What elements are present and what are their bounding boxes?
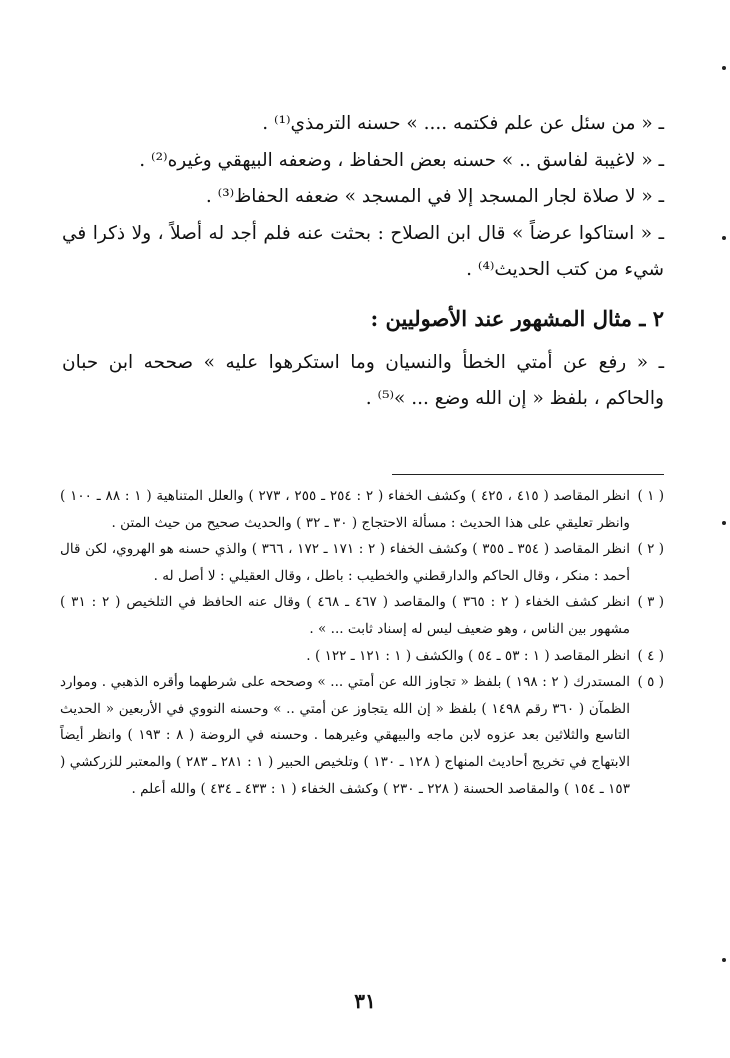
footnote-number: ( ٤ ) [637, 647, 664, 664]
footnote-text: انظر المقاصد ( ١ : ٥٣ ـ ٥٤ ) والكشف ( ١ : ١٢١ ـ ١٢٢ ) . [306, 647, 630, 664]
hadith-line: ـ « لاغيبة لفاسق .. » حسنه بعض الحفاظ ، وضعفه البيهقي وغيره⁽²⁾ . [139, 149, 664, 171]
footnote [60, 669, 664, 802]
footnote [60, 589, 664, 642]
footnote-text: المستدرك ( ٢ : ١٩٨ ) بلفظ « تجاوز الله عن أمتي ... » وصححه على شرطهما وأقره الذهبي . وموارد الظمآن ( ٣٦٠ رقم ١٤٩٨ ) بلفظ « إن الله يتجاوز عن أمتي .. » وحسنه النووي في الأربعين « الحديث التاسع والثلاثين بعد عزوه لابن ماجه والبيهقي وغيرهما . وحسنه في الروضة ( ٨ : ١٩٣ ) وانظر أيضاً الابتهاج في تخريج أحاديث المنهاج ( ١٢٨ ـ ١٣٠ ) وتلخيص الحبير ( ١ : ٢٨١ ـ ٢٨٣ ) والمعتبر للزركشي ( ١٥٣ ـ ١٥٤ ) والمقاصد الحسنة ( ٢٢٨ ـ ٢٣٠ ) وكشف الخفاء ( ١ : ٤٣٣ ـ ٤٣٤ ) والله أعلم . [60, 674, 631, 797]
footnote-number: ( ٥ ) [637, 674, 664, 691]
footnote-text: انظر كشف الخفاء ( ٢ : ٣٦٥ ) والمقاصد ( ٤٦٧ ـ ٤٦٨ ) وقال عنه الحافظ في التلخيص ( ٢ : ٣١ ) مشهور بين الناس ، وهو ضعيف ليس له إسناد ثابت ... » . [60, 594, 631, 637]
edge-mark [722, 521, 726, 525]
page-number: ٣١ [354, 989, 376, 1013]
footnote [60, 483, 664, 536]
hadith-line: ـ « من سئل عن علم فكتمه .... » حسنه الترمذي⁽¹⁾ . [262, 113, 664, 134]
footnote-number: ( ٣ ) [637, 594, 664, 611]
footnote-text: انظر المقاصد ( ٣٥٤ ـ ٣٥٥ ) وكشف الخفاء ( ٢ : ١٧١ ـ ١٧٢ ، ٣٦٦ ) والذي حسنه هو الهروي، لكن قال أحمد : منكر ، وقال الحاكم والدارقطني والخطيب : باطل ، وقال العقيلي : لا أصل له . [60, 541, 631, 584]
footnotes [60, 483, 664, 802]
footnote [60, 643, 664, 670]
footnote [60, 536, 664, 589]
hadith-line: ـ « لا صلاة لجار المسجد إلا في المسجد » ضعفه الحفاظ⁽³⁾ . [205, 186, 664, 207]
edge-mark [722, 66, 726, 70]
edge-mark [722, 236, 726, 240]
footnote-number: ( ٢ ) [637, 541, 664, 558]
hadith-line: ـ « رفع عن أمتي الخطأ والنسيان وما استكرهوا عليه » صححه ابن حبان والحاكم ، بلفظ « إن الله وضع ... »⁽⁵⁾ . [62, 351, 664, 409]
edge-mark [722, 958, 726, 962]
footnote-text: انظر المقاصد ( ٤١٥ ، ٤٢٥ ) وكشف الخفاء ( ٢ : ٢٥٤ ـ ٢٥٥ ، ٢٧٣ ) والعلل المتناهية ( ١ : ٨٨ ـ ١٠٠ ) وانظر تعليقي على هذا الحديث : مسألة الاحتجاج ( ٣٠ ـ ٣٢ ) والحديث صحيح من حيث المتن . [60, 488, 631, 531]
footnote-separator [392, 474, 664, 475]
section-heading: ٢ ـ مثال المشهور عند الأصوليين : [370, 305, 664, 331]
footnote-number: ( ١ ) [637, 488, 664, 504]
main-text [62, 106, 664, 418]
hadith-line: ـ « استاكوا عرضاً » قال ابن الصلاح : بحثت عنه فلم أجد له أصلاً ، ولا ذكرا في شيء من كتب الحديث⁽⁴⁾ . [62, 222, 664, 280]
